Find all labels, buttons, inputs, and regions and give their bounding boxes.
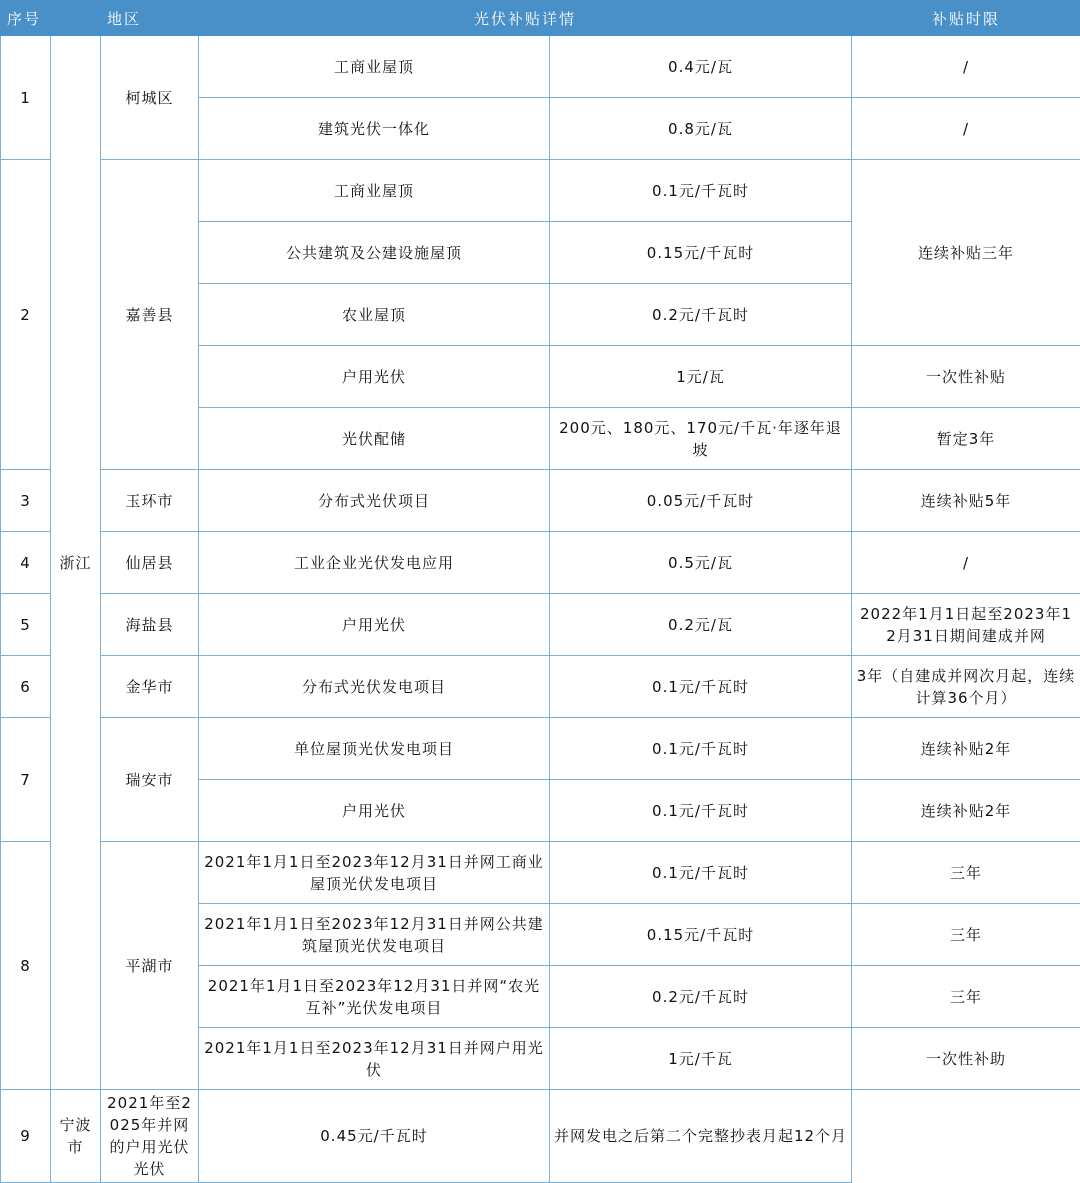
seq-cell: 7 xyxy=(1,718,51,842)
item-cell: 工业企业光伏发电应用 xyxy=(199,532,550,594)
amount-cell: 0.1元/千瓦时 xyxy=(550,718,852,780)
item-cell: 户用光伏 xyxy=(199,594,550,656)
table-row xyxy=(1,160,1080,222)
amount-cell: 200元、180元、170元/千瓦·年逐年退坡 xyxy=(550,408,852,470)
table-row xyxy=(1,532,1080,594)
seq-cell: 5 xyxy=(1,594,51,656)
province-cell: 浙江 xyxy=(51,36,101,1090)
area-cell: 柯城区 xyxy=(101,36,199,160)
period-cell: 并网发电之后第二个完整抄表月起12个月 xyxy=(550,1090,852,1183)
item-cell: 单位屋顶光伏发电项目 xyxy=(199,718,550,780)
area-cell: 仙居县 xyxy=(101,532,199,594)
item-cell: 2021年1月1日至2023年12月31日并网工商业屋顶光伏发电项目 xyxy=(199,842,550,904)
amount-cell: 0.45元/千瓦时 xyxy=(199,1090,550,1183)
item-cell: 2021年1月1日至2023年12月31日并网“农光互补”光伏发电项目 xyxy=(199,966,550,1028)
item-cell: 2021年至2025年并网的户用光伏光伏 xyxy=(101,1090,199,1183)
item-cell: 工商业屋顶 xyxy=(199,36,550,98)
area-cell: 金华市 xyxy=(101,656,199,718)
seq-cell: 9 xyxy=(1,1090,51,1183)
area-cell: 玉环市 xyxy=(101,470,199,532)
amount-cell: 0.1元/千瓦时 xyxy=(550,656,852,718)
area-cell: 海盐县 xyxy=(101,594,199,656)
area-cell: 瑞安市 xyxy=(101,718,199,842)
item-cell: 分布式光伏项目 xyxy=(199,470,550,532)
period-cell: 一次性补助 xyxy=(852,1028,1080,1090)
period-cell: 连续补贴2年 xyxy=(852,780,1080,842)
amount-cell: 0.2元/千瓦时 xyxy=(550,284,852,346)
amount-cell: 1元/千瓦 xyxy=(550,1028,852,1090)
period-cell: 3年（自建成并网次月起，连续计算36个月） xyxy=(852,656,1080,718)
item-cell: 建筑光伏一体化 xyxy=(199,98,550,160)
area-cell: 平湖市 xyxy=(101,842,199,1090)
period-cell: 暂定3年 xyxy=(852,408,1080,470)
item-cell: 户用光伏 xyxy=(199,346,550,408)
period-cell: 连续补贴2年 xyxy=(852,718,1080,780)
area-cell: 嘉善县 xyxy=(101,160,199,470)
period-cell: 连续补贴5年 xyxy=(852,470,1080,532)
seq-cell: 2 xyxy=(1,160,51,470)
header-period: 补贴时限 xyxy=(852,1,1080,36)
amount-cell: 0.15元/千瓦时 xyxy=(550,222,852,284)
amount-cell: 0.8元/瓦 xyxy=(550,98,852,160)
seq-cell: 8 xyxy=(1,842,51,1090)
amount-cell: 0.15元/千瓦时 xyxy=(550,904,852,966)
period-cell: / xyxy=(852,532,1080,594)
period-cell: 2022年1月1日起至2023年12月31日期间建成并网 xyxy=(852,594,1080,656)
header-detail: 光伏补贴详情 xyxy=(199,1,852,36)
period-cell: 三年 xyxy=(852,966,1080,1028)
period-cell: / xyxy=(852,98,1080,160)
amount-cell: 0.1元/千瓦时 xyxy=(550,160,852,222)
amount-cell: 1元/瓦 xyxy=(550,346,852,408)
table-row xyxy=(1,718,1080,780)
seq-cell: 6 xyxy=(1,656,51,718)
table-row xyxy=(1,656,1080,718)
header-seq: 序号 xyxy=(1,1,51,36)
period-cell: 三年 xyxy=(852,904,1080,966)
amount-cell: 0.5元/瓦 xyxy=(550,532,852,594)
item-cell: 分布式光伏发电项目 xyxy=(199,656,550,718)
area-cell: 宁波市 xyxy=(51,1090,101,1183)
item-cell: 户用光伏 xyxy=(199,780,550,842)
table-row xyxy=(1,1090,1080,1183)
period-cell: 连续补贴三年 xyxy=(852,160,1080,346)
amount-cell: 0.4元/瓦 xyxy=(550,36,852,98)
header-region: 地区 xyxy=(101,1,199,36)
table-row xyxy=(1,594,1080,656)
table-row xyxy=(1,842,1080,904)
item-cell: 农业屋顶 xyxy=(199,284,550,346)
seq-cell: 3 xyxy=(1,470,51,532)
period-cell: 三年 xyxy=(852,842,1080,904)
table-row xyxy=(1,470,1080,532)
seq-cell: 1 xyxy=(1,36,51,160)
header-row xyxy=(1,1,1080,36)
seq-cell: 4 xyxy=(1,532,51,594)
item-cell: 公共建筑及公建设施屋顶 xyxy=(199,222,550,284)
item-cell: 2021年1月1日至2023年12月31日并网户用光伏 xyxy=(199,1028,550,1090)
header-region-spacer xyxy=(51,1,101,36)
item-cell: 工商业屋顶 xyxy=(199,160,550,222)
item-cell: 光伏配储 xyxy=(199,408,550,470)
amount-cell: 0.05元/千瓦时 xyxy=(550,470,852,532)
period-cell: / xyxy=(852,36,1080,98)
item-cell: 2021年1月1日至2023年12月31日并网公共建筑屋顶光伏发电项目 xyxy=(199,904,550,966)
amount-cell: 0.1元/千瓦时 xyxy=(550,842,852,904)
amount-cell: 0.2元/瓦 xyxy=(550,594,852,656)
amount-cell: 0.2元/千瓦时 xyxy=(550,966,852,1028)
table-row xyxy=(1,36,1080,98)
amount-cell: 0.1元/千瓦时 xyxy=(550,780,852,842)
period-cell: 一次性补贴 xyxy=(852,346,1080,408)
